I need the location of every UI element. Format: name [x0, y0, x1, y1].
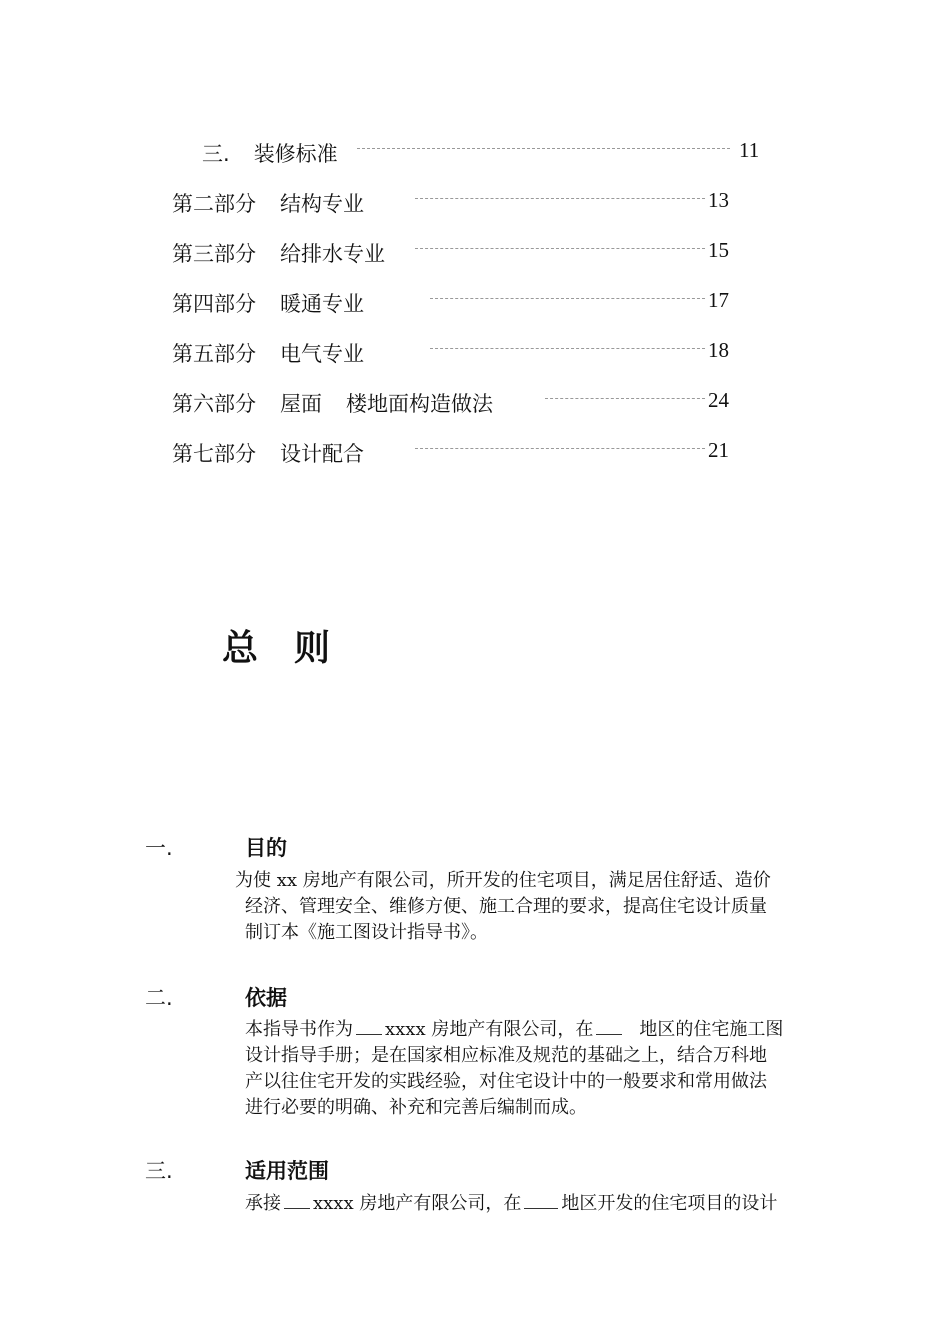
toc-leader-dots	[357, 148, 730, 149]
toc-page-number: 21	[708, 438, 729, 462]
toc-row-roof[interactable]	[0, 388, 950, 418]
toc-row-structure[interactable]	[0, 188, 950, 218]
section-paragraph	[245, 1191, 777, 1217]
blank-underline	[284, 1194, 310, 1209]
section-number: 一.	[145, 836, 173, 860]
section-number: 二.	[145, 986, 173, 1010]
toc-row-coordination[interactable]	[0, 438, 950, 468]
toc-label	[172, 438, 364, 468]
toc-page-number: 18	[708, 338, 729, 362]
toc-page-number: 13	[708, 188, 729, 212]
toc-part: 第七部分	[172, 442, 256, 466]
toc-part: 第二部分	[172, 192, 256, 216]
section-title: 依据	[245, 986, 287, 1010]
toc-part: 第五部分	[172, 342, 256, 366]
chapter-heading-char-1: 总	[222, 628, 259, 669]
toc-leader-dots	[430, 298, 705, 299]
toc-page-number: 15	[708, 238, 729, 262]
toc-title: 暖通专业	[280, 292, 364, 316]
line-text: 地区的住宅施工图	[639, 1019, 784, 1040]
section-number: 三.	[145, 1159, 173, 1183]
toc-leader-dots	[415, 448, 705, 449]
line-text: 地区开发的住宅项目的设计	[561, 1193, 778, 1214]
toc-label	[202, 138, 338, 168]
toc-page-number: 11	[739, 138, 760, 162]
section-title: 目的	[245, 836, 287, 860]
paragraph-line: 经济、管理安全、维修方便、施工合理的要求，提高住宅设计质量	[245, 896, 767, 917]
paragraph-line	[245, 1191, 777, 1217]
toc-label	[172, 188, 364, 218]
toc-title: 电气专业	[280, 342, 364, 366]
toc-label	[172, 338, 364, 368]
toc-leader-dots	[430, 348, 705, 349]
toc-title: 结构专业	[280, 192, 364, 216]
toc-title-2: 楼地面构造做法	[346, 392, 493, 416]
blank-underline	[524, 1194, 558, 1209]
blank-underline	[356, 1020, 382, 1035]
toc-title: 给排水专业	[280, 242, 385, 266]
toc-row-decoration[interactable]	[0, 138, 950, 168]
toc-page-number: 24	[708, 388, 729, 412]
toc-row-plumbing[interactable]	[0, 238, 950, 268]
toc-row-hvac[interactable]	[0, 288, 950, 318]
paragraph-line: 设计指导手册；是在国家相应标准及规范的基础之上，结合万科地	[245, 1045, 767, 1066]
toc-row-electrical[interactable]	[0, 338, 950, 368]
line-text: xxxx 房地产有限公司，在	[313, 1193, 522, 1214]
blank-underline	[596, 1020, 622, 1035]
toc-part: 第四部分	[172, 292, 256, 316]
toc-label	[172, 238, 385, 268]
toc-leader-dots	[545, 398, 705, 399]
paragraph-line	[245, 1017, 783, 1043]
toc-title: 设计配合	[280, 442, 364, 466]
toc-section-number: 三.	[202, 142, 230, 166]
toc-leader-dots	[415, 198, 705, 199]
chapter-heading	[222, 620, 330, 671]
toc-title: 屋面	[280, 392, 322, 416]
line-text: 本指导书作为	[245, 1019, 353, 1040]
toc-label	[172, 388, 493, 418]
chapter-heading-char-2: 则	[294, 628, 331, 669]
toc-part: 第六部分	[172, 392, 256, 416]
toc-part: 第三部分	[172, 242, 256, 266]
paragraph-line: 产以往住宅开发的实践经验，对住宅设计中的一般要求和常用做法	[245, 1071, 767, 1092]
toc-leader-dots	[415, 248, 705, 249]
line-text: 承接	[245, 1193, 281, 1214]
toc-label	[172, 288, 364, 318]
line-text: xxxx 房地产有限公司，在	[385, 1019, 594, 1040]
section-paragraph	[235, 868, 771, 946]
toc-page-number: 17	[708, 288, 729, 312]
section-title: 适用范围	[245, 1159, 329, 1183]
paragraph-line: 进行必要的明确、补充和完善后编制而成。	[245, 1097, 587, 1118]
toc-title: 装修标准	[253, 142, 338, 166]
section-paragraph	[245, 1017, 783, 1121]
paragraph-line: 制订本《施工图设计指导书》。	[245, 922, 488, 943]
paragraph-line: 为使 xx 房地产有限公司，所开发的住宅项目，满足居住舒适、造价	[235, 870, 771, 891]
